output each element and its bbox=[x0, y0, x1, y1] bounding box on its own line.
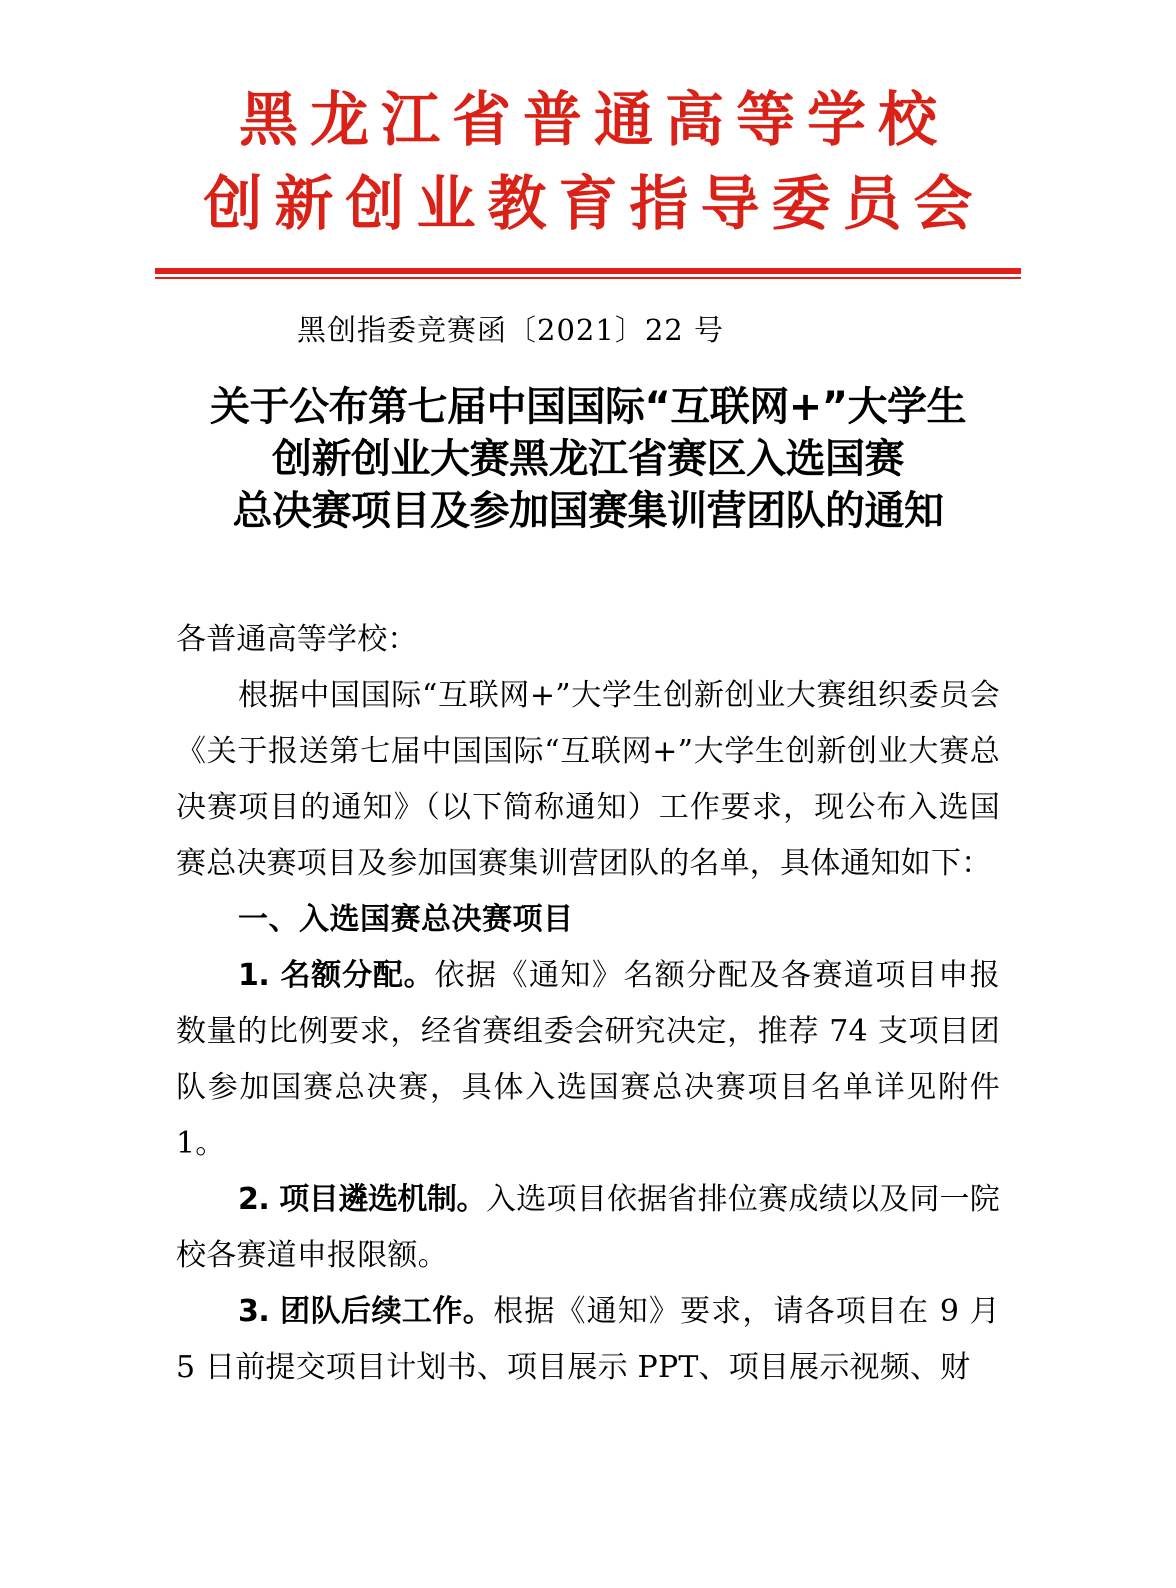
intro-paragraph: 根据中国国际“互联网+”大学生创新创业大赛组织委员会《关于报送第七届中国国际“互联网+”大学生创新创业大赛总决赛项目的通知》（以下简称通知）工作要求，现公布入选国赛总决赛项目及参加国赛集训营团队的名单，具体通知如下： bbox=[176, 678, 1000, 881]
item-3-paragraph bbox=[176, 1284, 1000, 1396]
item-1-paragraph bbox=[176, 948, 1000, 1172]
letterhead-red-rule bbox=[155, 268, 1021, 279]
document-title-line-1: 关于公布第七届中国国际“互联网+”大学生 bbox=[209, 384, 967, 430]
letterhead-line-1: 黑龙江省普通高等学校 bbox=[238, 85, 949, 154]
letterhead bbox=[0, 78, 1176, 246]
document-title-line-2: 创新创业大赛黑龙江省赛区入选国赛 bbox=[272, 436, 904, 482]
item-2-lead: 2. 项目遴选机制。 bbox=[238, 1182, 487, 1217]
item-2-text: 入选项目依据省排位赛成绩以及同一院校各赛道申报限额。 bbox=[176, 1182, 1000, 1273]
item-3-lead: 3. 团队后续工作。 bbox=[238, 1294, 494, 1329]
item-1-text: 依据《通知》名额分配及各赛道项目申报数量的比例要求，经省赛组委会研究决定，推荐 74 支项目团队参加国赛总决赛，具体入选国赛总决赛项目名单详见附件 1。 bbox=[176, 958, 1000, 1161]
item-3-text: 根据《通知》要求，请各项目在 9 月 5 日前提交项目计划书、项目展示 PPT、项目展示视频、财 bbox=[176, 1294, 1001, 1385]
item-1-lead: 1. 名额分配。 bbox=[238, 958, 435, 993]
letterhead-line-2: 创新创业教育指导委员会 bbox=[203, 169, 985, 238]
document-title bbox=[0, 381, 1176, 537]
document-title-line-3: 总决赛项目及参加国赛集训营团队的通知 bbox=[232, 488, 944, 534]
document-body bbox=[176, 612, 1000, 1396]
item-2-paragraph bbox=[176, 1172, 1000, 1284]
section-heading-one: 一、入选国赛总决赛项目 bbox=[238, 902, 574, 937]
document-number: 黑创指委竞赛函〔2021〕22 号 bbox=[297, 313, 724, 347]
red-rule-thin bbox=[155, 277, 1021, 279]
salutation: 各普通高等学校： bbox=[176, 622, 418, 657]
